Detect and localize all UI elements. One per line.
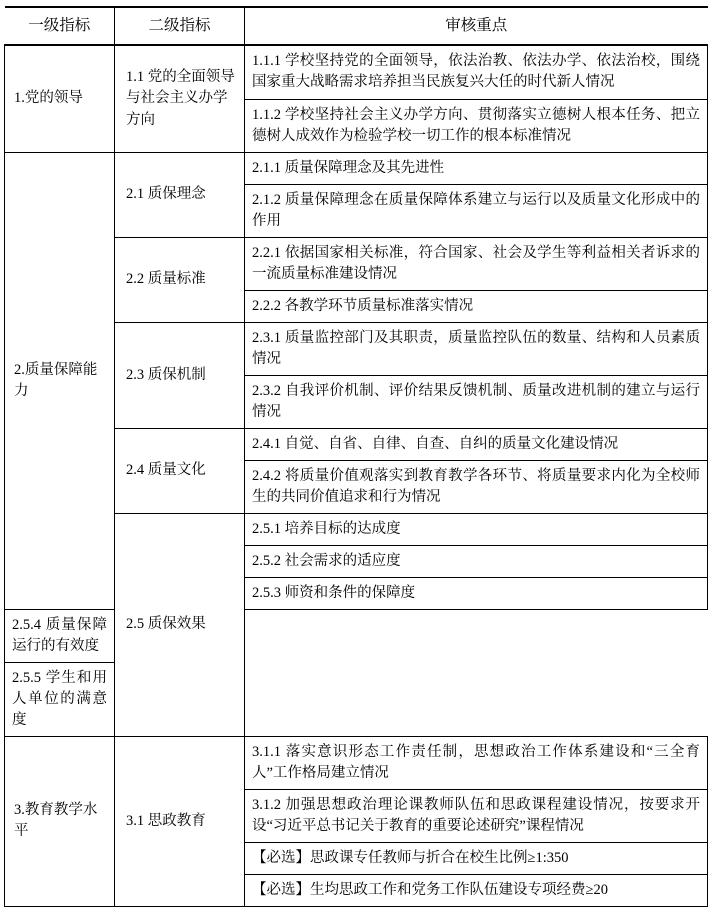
audit-point: 2.4.2 将质量价值观落实到教育教学各环节、将质量要求内化为全校师生的共同价值追求和行为情况 [245, 460, 708, 513]
audit-point: 2.2.2 各教学环节质量标准落实情况 [245, 290, 708, 322]
audit-point: 2.5.1 培养目标的达成度 [245, 513, 708, 545]
table-row [5, 662, 708, 736]
audit-point: 2.5.2 社会需求的适应度 [245, 545, 708, 577]
audit-point-required: 【必选】思政课专任教师与折合在校生比例≥1:350 [245, 842, 708, 874]
level2-cell-2-5: 2.5 质保效果 [115, 513, 245, 736]
audit-point: 2.3.2 自我评价机制、评价结果反馈机制、质量改进机制的建立与运行情况 [245, 375, 708, 428]
audit-point: 3.1.2 加强思想政治理论课教师队伍和思政课程建设情况，按要求开设“习近平总书记关于教育的重要论述研究”课程情况 [245, 789, 708, 842]
audit-point: 1.1.1 学校坚持党的全面领导，依法治教、依法办学、依法治校，围绕国家重大战略需求培养担当民族复兴大任的时代新人情况 [245, 45, 708, 99]
table-header-row [5, 7, 708, 45]
audit-point: 2.5.4 质量保障运行的有效度 [5, 609, 115, 662]
table-row [5, 45, 708, 99]
table-row [5, 152, 708, 184]
audit-point-required: 【必选】生均思政工作和党务工作队伍建设专项经费≥20 [245, 874, 708, 906]
audit-point: 1.1.2 学校坚持社会主义办学方向、贯彻落实立德树人根本任务、把立德树人成效作为检验学校一切工作的根本标准情况 [245, 99, 708, 152]
audit-indicator-table [4, 6, 708, 907]
column-header-level1: 一级指标 [5, 7, 115, 45]
table-row [5, 609, 708, 662]
column-header-points: 审核重点 [245, 7, 708, 45]
level2-cell-2-4: 2.4 质量文化 [115, 428, 245, 513]
level1-cell-3: 3.教育教学水平 [5, 736, 115, 906]
column-header-level2: 二级指标 [115, 7, 245, 45]
audit-point: 2.1.2 质量保障理念在质量保障体系建立与运行以及质量文化形成中的作用 [245, 184, 708, 237]
level2-cell-2-1: 2.1 质保理念 [115, 152, 245, 237]
table-row [5, 736, 708, 789]
level2-cell-2-3: 2.3 质保机制 [115, 322, 245, 428]
table-header [5, 7, 708, 45]
level2-cell-1-1: 1.1 党的全面领导与社会主义办学方向 [115, 45, 245, 152]
table-body [5, 45, 708, 906]
audit-point: 2.2.1 依据国家相关标准，符合国家、社会及学生等利益相关者诉求的一流质量标准建设情况 [245, 237, 708, 290]
level2-cell-2-2: 2.2 质量标准 [115, 237, 245, 322]
audit-point: 2.1.1 质量保障理念及其先进性 [245, 152, 708, 184]
audit-point: 2.3.1 质量监控部门及其职责，质量监控队伍的数量、结构和人员素质情况 [245, 322, 708, 375]
level2-cell-3-1: 3.1 思政教育 [115, 736, 245, 906]
level1-cell-2: 2.质量保障能力 [5, 152, 115, 609]
level1-cell-1: 1.党的领导 [5, 45, 115, 152]
audit-point: 2.5.3 师资和条件的保障度 [245, 577, 708, 609]
audit-point: 2.4.1 自觉、自省、自律、自查、自纠的质量文化建设情况 [245, 428, 708, 460]
audit-point: 2.5.5 学生和用人单位的满意度 [5, 662, 115, 736]
audit-point: 3.1.1 落实意识形态工作责任制，思想政治工作体系建设和“三全育人”工作格局建立情况 [245, 736, 708, 789]
